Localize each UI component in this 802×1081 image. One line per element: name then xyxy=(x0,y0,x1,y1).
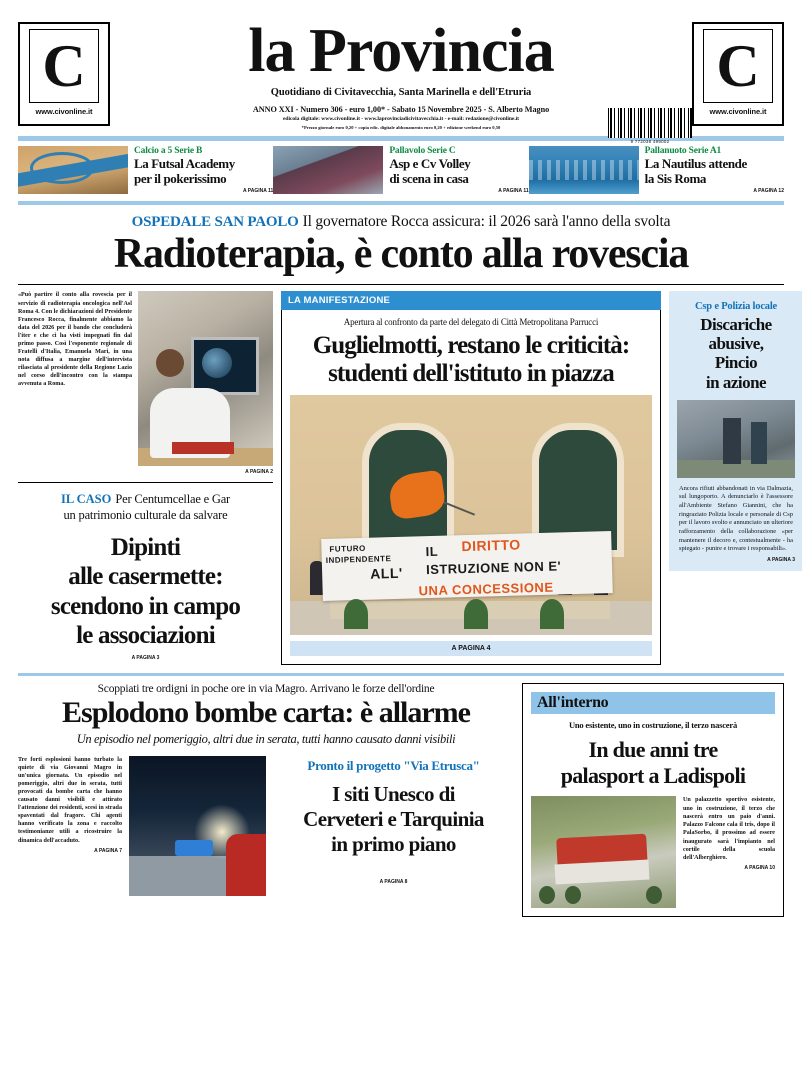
caso-page-ref[interactable]: A PAGINA 3 xyxy=(131,654,160,661)
sports-headline-l2: di scena in casa xyxy=(389,170,469,186)
lead-headline[interactable]: Radioterapia, è conto alla rovescia xyxy=(113,231,689,278)
bombe-page-ref[interactable]: A PAGINA 7 xyxy=(94,847,122,854)
caso-kicker-text: Per Centumcellae e Gar xyxy=(115,492,231,507)
issue-price-note: *Prezzo giornale euro 0,20 + copia edic. digitale abbonamento euro 0,20 + edizione weekend euro 0,50 xyxy=(301,124,501,130)
bombe-article xyxy=(18,683,514,917)
logo-right xyxy=(692,22,784,126)
caso-headline-l3: scendono in campo xyxy=(50,592,241,620)
logo-letter-box-right xyxy=(703,29,773,103)
csp-headline-l4: in azione xyxy=(705,372,767,392)
manifestazione-box xyxy=(281,310,661,665)
sports-headline-l1: Asp e Cv Volley xyxy=(389,155,471,171)
csp-headline-l3: Pincio xyxy=(714,353,758,373)
caso-kicker-line2: un patrimonio culturale da salvare xyxy=(63,508,228,523)
banner-word-1: FUTURO xyxy=(329,544,366,555)
csp-kicker: Csp e Polizia locale xyxy=(694,301,778,313)
interno-headline[interactable] xyxy=(531,737,775,788)
monitor-icon xyxy=(191,337,259,395)
csp-box xyxy=(669,291,802,571)
sports-page-ref: A PAGINA 11 xyxy=(242,188,274,195)
center-column xyxy=(273,291,669,665)
etrusca-kicker: Pronto il progetto "Via Etrusca" xyxy=(307,757,480,773)
caso-kicker-row xyxy=(18,490,273,508)
sports-kicker: Pallavolo Serie C xyxy=(389,145,456,156)
barcode-number: 9 772038 499002 xyxy=(630,139,670,144)
bombe-body-text: Tre forti esplosioni hanno turbato la quiete di via Giovanni Magro in un'unica giornata. Un episodio nel pomeriggio, altri due in serata, tutti provocati da bombe carta che hanno causato danni visibili e attirato l'attenzione dei residenti, scesi in strada spaventati dal fragore. Chi agenti hanno verificato la zona e raccolto testimonianze utili a ricostruire la dinamica dell'accaduto. xyxy=(18,756,122,844)
bottom-section xyxy=(18,683,784,917)
logo-letter-right: C xyxy=(716,33,760,99)
csp-photo xyxy=(677,400,795,478)
logo-letter-box xyxy=(29,29,99,103)
radiotherapy-photo xyxy=(138,291,273,466)
logo-url-right[interactable]: www.civonline.it xyxy=(709,107,767,116)
manifestazione-headline[interactable] xyxy=(290,332,652,387)
lead-divider xyxy=(18,201,784,205)
sports-item-waterpolo[interactable] xyxy=(529,146,784,195)
banner-word-7: UNA CONCESSIONE xyxy=(418,580,554,599)
bombe-summary: Un episodio nel pomeriggio, altri due in serata, tutti hanno causato danni visibili xyxy=(76,731,456,746)
logo-url-left[interactable]: www.civonline.it xyxy=(35,107,93,116)
caso-headline-l4: le associazioni xyxy=(76,622,215,650)
main-content-grid xyxy=(18,291,795,665)
logo-left xyxy=(18,22,110,126)
caso-headline-l2: alle casermette: xyxy=(68,563,223,591)
issue-line: ANNO XXI - Numero 306 - euro 1,00* - Sabato 15 Novembre 2025 - S. Alberto Magno xyxy=(252,104,550,114)
etrusca-headline-l1: I siti Unesco di xyxy=(332,781,455,806)
sports-headline-l1: La Futsal Academy xyxy=(134,155,235,171)
interno-headline-l1: In due anni tre xyxy=(588,737,718,763)
csp-body-text: Ancora rifiuti abbandonati in via Dalmazia, sul lungoporto. A denunciarlo è l'assessore all'Ambiente Stefano Giannini, che ha ringraziato Polizia locale e personale di Csp per il lavoro svolto e annunciato un ulteriore rafforzamento della collaborazione «per mantenere il decoro e, contestualmente - ha spiegato - punire e trovare i responsabili». xyxy=(679,484,793,553)
paper-title: la Provincia xyxy=(248,17,554,85)
manifestazione-occhiello: Apertura al confronto da parte del delegato di Città Metropolitana Parrucci xyxy=(343,317,599,328)
sports-headline-l2: per il pokerissimo xyxy=(134,170,227,186)
etrusca-headline-l3: in primo piano xyxy=(331,831,456,856)
manifestazione-page-ref[interactable]: A PAGINA 4 xyxy=(290,641,652,656)
interno-band-label: All'interno xyxy=(531,692,775,714)
banner-word-4: DIRITTO xyxy=(461,536,521,555)
sports-kicker: Pallanuoto Serie A1 xyxy=(644,145,722,156)
masthead-title-block xyxy=(110,17,692,130)
etrusca-headline[interactable] xyxy=(273,782,514,858)
barcode-icon xyxy=(608,108,692,138)
interno-page-ref[interactable]: A PAGINA 10 xyxy=(744,865,775,872)
interno-body-text: Un palazzetto sportivo esistente, uno in costruzione, il terzo che nascerà entro un paio d'anni. Palazzo Falcone cala il tris, dopo il PalaSorbo, il prossimo ad essere inaugurato sarà l'impianto nel cortile della scuola dell'Alberghiero. xyxy=(683,797,775,861)
lead-rule xyxy=(18,284,784,285)
lead-kicker-label: OSPEDALE SAN PAOLO xyxy=(131,214,299,231)
banner-word-5: ALL' xyxy=(369,565,403,583)
lead-page-ref[interactable]: A PAGINA 2 xyxy=(245,469,273,476)
lead-kicker-text: Il governatore Rocca assicura: il 2026 sarà l'anno della svolta xyxy=(302,213,671,231)
manifestazione-headline-l2: studenti dell'istituto in piazza xyxy=(328,359,614,387)
sports-page-ref: A PAGINA 12 xyxy=(753,188,784,195)
etrusca-page-ref[interactable]: A PAGINA 8 xyxy=(379,879,408,886)
protest-banner xyxy=(321,531,613,601)
sports-strip xyxy=(18,146,784,195)
issue-sites: edicola digitale: www.civonline.it - www.laprovinciadicivitavecchia.it - e-mail: redazione@civonline.it xyxy=(282,115,519,122)
sports-page-ref: A PAGINA 11 xyxy=(498,188,529,195)
sports-item-volley[interactable] xyxy=(273,146,528,195)
sports-headline-l2: la Sis Roma xyxy=(644,170,706,186)
protest-photo xyxy=(290,395,652,635)
lead-kicker-row xyxy=(18,213,784,231)
sports-headline-l1: La Nautilus attende xyxy=(644,155,747,171)
bombe-occhiello: Scoppiati tre ordigni in poche ore in via Magro. Arrivano le forze dell'ordine xyxy=(97,683,435,696)
csp-page-ref[interactable]: A PAGINA 3 xyxy=(767,557,795,564)
bombe-headline[interactable]: Esplodono bombe carta: è allarme xyxy=(62,696,470,730)
manifestazione-headline-l1: Guglielmotti, restano le criticità: xyxy=(312,332,630,360)
sports-item-futsal[interactable] xyxy=(18,146,273,195)
csp-headline-l1: Discariche xyxy=(700,315,772,335)
caso-divider xyxy=(18,482,273,483)
left-column xyxy=(18,291,273,665)
lead-body-text: «Può partire il conto alla rovescia per il servizio di radioterapia oncologica nell'Asl Roma 4. Con le dichiarazioni del Presidente Francesco Rocca, finalmente abbiamo la data del 2026 per il bando che concluderà l'iter e che ci ha visti impegnati fin dal primo passo. Così l'esponente regionale di Fratelli d'Italia, Emanuela Mari, in una nota diffusa a margine dell'intervista rilasciata al presidente della Regione Lazio nel corso dell'incontro con la stampa avvenuta a Roma. xyxy=(18,292,132,388)
caso-headline-l1: Dipinti xyxy=(110,533,181,561)
futsal-photo xyxy=(18,146,128,194)
barcode-block xyxy=(608,108,692,144)
manifestazione-band-label: LA MANIFESTAZIONE xyxy=(281,291,661,310)
etrusca-article xyxy=(273,756,514,896)
waterpolo-photo xyxy=(529,146,639,194)
interno-photo xyxy=(531,796,676,908)
etrusca-headline-l2: Cerveteri e Tarquinia xyxy=(303,806,484,831)
sports-kicker: Calcio a 5 Serie B xyxy=(134,145,203,156)
banner-word-2: INDIPENDENTE xyxy=(325,554,392,566)
volleyball-photo xyxy=(273,146,383,194)
csp-headline-l2: abusive, xyxy=(708,334,764,354)
csp-headline[interactable] xyxy=(677,315,795,391)
caso-headline[interactable] xyxy=(18,533,273,651)
bottom-divider xyxy=(18,673,784,676)
interno-headline-l2: palasport a Ladispoli xyxy=(560,762,746,788)
interno-box xyxy=(522,683,784,917)
paper-subtitle: Quotidiano di Civitavecchia, Santa Marinella e dell'Etruria xyxy=(270,86,532,98)
right-column xyxy=(669,291,802,665)
banner-word-6: ISTRUZIONE NON E' xyxy=(425,558,562,578)
caso-kicker-label: IL CASO xyxy=(60,492,112,507)
banner-word-3: IL xyxy=(425,544,439,560)
interno-occhiello: Uno esistente, uno in costruzione, il terzo nascerà xyxy=(568,720,738,731)
logo-letter: C xyxy=(42,33,86,99)
bombe-photo xyxy=(129,756,266,896)
